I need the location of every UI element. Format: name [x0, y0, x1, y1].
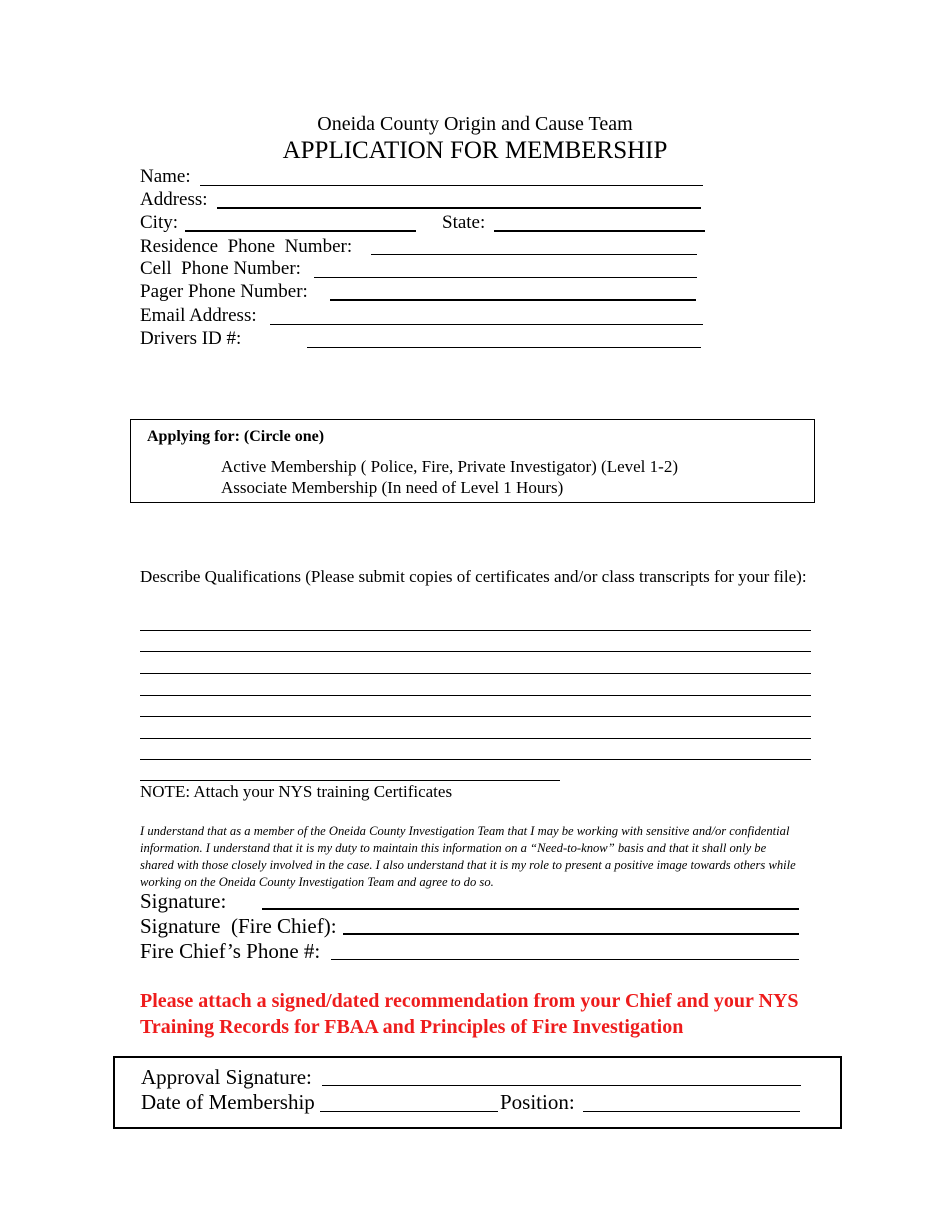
- qualifications-line[interactable]: [140, 738, 811, 739]
- qualifications-line[interactable]: [140, 759, 811, 760]
- qualifications-line[interactable]: [140, 673, 811, 674]
- state-label: State:: [442, 212, 486, 233]
- fire-chief-signature-field[interactable]: [343, 933, 799, 935]
- qualifications-line[interactable]: [140, 780, 560, 781]
- option-active-membership[interactable]: Active Membership ( Police, Fire, Private Investigator) (Level 1-2): [221, 457, 678, 476]
- qualifications-line[interactable]: [140, 630, 811, 631]
- pager-phone-field[interactable]: [330, 299, 696, 301]
- city-label: City:: [140, 212, 179, 233]
- date-of-membership-label: Date of Membership: [141, 1090, 315, 1114]
- membership-type-heading: Applying for: (Circle one): [147, 428, 325, 445]
- confidentiality-statement: I understand that as a member of the Oneida County Investigation Team that I may be working with sensitive and/or confidential information. I understand that it is my duty to maintain this information on a “Need-to-know” basis and that it shall only be shared with those closely involved in the case. I also understand that it is my role to present a positive image towards others while working on the Oneida County Investigation Team and agree to do so.: [140, 824, 796, 889]
- cell-phone-label: Cell Phone Number:: [140, 258, 301, 279]
- approval-signature-field[interactable]: [322, 1085, 801, 1086]
- fire-chief-phone-label: Fire Chief’s Phone #:: [140, 939, 321, 963]
- approval-signature-label: Approval Signature:: [141, 1065, 312, 1089]
- name-field[interactable]: [200, 185, 703, 186]
- form-title: APPLICATION FOR MEMBERSHIP: [282, 137, 668, 164]
- qualifications-prompt: Describe Qualifications (Please submit copies of certificates and/or class transcripts for your file):: [140, 567, 807, 586]
- residence-phone-label: Residence Phone Number:: [140, 236, 353, 257]
- training-certificates-note: NOTE: Attach your NYS training Certificates: [140, 782, 453, 801]
- qualifications-line[interactable]: [140, 651, 811, 652]
- signature-field[interactable]: [262, 908, 799, 910]
- state-field[interactable]: [494, 230, 705, 232]
- fire-chief-signature-label: Signature (Fire Chief):: [140, 914, 337, 938]
- drivers-id-field[interactable]: [307, 347, 701, 348]
- city-field[interactable]: [185, 230, 416, 232]
- cell-phone-field[interactable]: [314, 277, 697, 278]
- date-of-membership-field[interactable]: [320, 1111, 498, 1112]
- address-label: Address:: [140, 189, 208, 210]
- address-field[interactable]: [217, 207, 701, 209]
- position-label: Position:: [500, 1090, 575, 1114]
- recommendation-warning: Please attach a signed/dated recommendation from your Chief and your NYS Training Records for FBAA and Principles of Fire Investigation: [140, 990, 799, 1038]
- position-field[interactable]: [583, 1111, 800, 1112]
- email-field[interactable]: [270, 324, 703, 325]
- email-label: Email Address:: [140, 305, 257, 326]
- residence-phone-field[interactable]: [371, 254, 697, 255]
- fire-chief-phone-field[interactable]: [331, 959, 799, 960]
- pager-phone-label: Pager Phone Number:: [140, 281, 308, 302]
- qualifications-line[interactable]: [140, 716, 811, 717]
- drivers-id-label: Drivers ID #:: [140, 328, 242, 349]
- qualifications-line[interactable]: [140, 695, 811, 696]
- option-associate-membership[interactable]: Associate Membership (In need of Level 1 Hours): [221, 478, 564, 497]
- signature-label: Signature:: [140, 889, 227, 913]
- organization-name: Oneida County Origin and Cause Team: [317, 113, 633, 135]
- name-label: Name:: [140, 166, 191, 187]
